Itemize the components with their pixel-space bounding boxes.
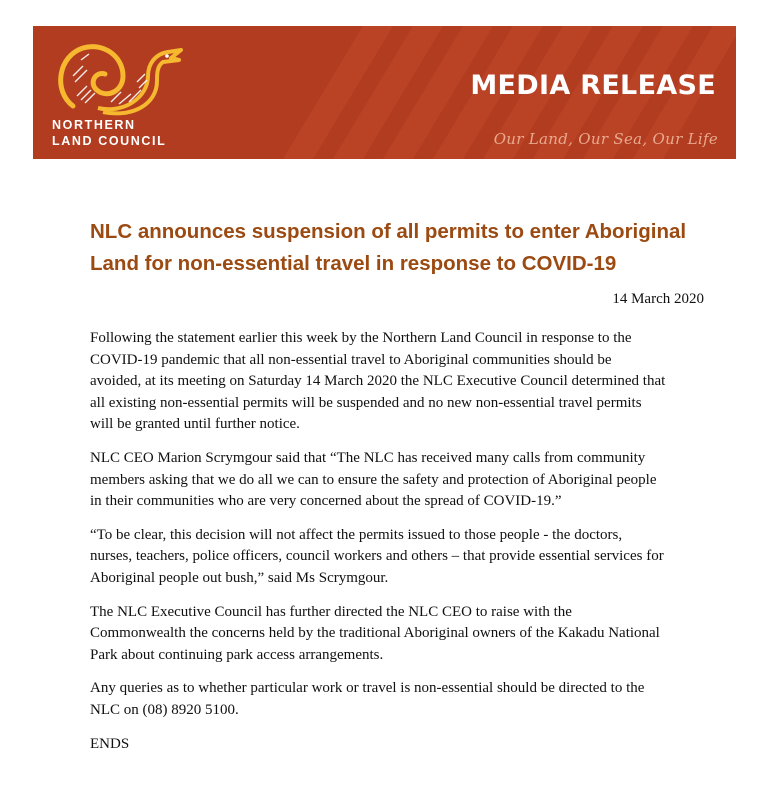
org-name-line1: NORTHERN: [52, 118, 136, 132]
headline-line2: Land for non-essential travel in response to COVID-19: [90, 252, 617, 275]
text-line: Following the statement earlier this week by the Northern Land Council in response to the: [90, 330, 632, 346]
text-line: The NLC Executive Council has further directed the NLC CEO to raise with the: [90, 603, 572, 620]
text-line: will be granted until further notice.: [90, 416, 300, 433]
media-release-title: MEDIA RELEASE: [470, 70, 716, 101]
media-release-banner: [33, 26, 736, 159]
release-date: 14 March 2020: [612, 291, 704, 307]
paragraph-2: [90, 448, 715, 513]
paragraph-3: [90, 525, 715, 590]
text-line: NLC on (08) 8920 5100.: [90, 701, 239, 718]
text-line: nurses, teachers, police officers, council workers and others – that provide essential services for: [90, 548, 664, 565]
release-body: [90, 328, 715, 767]
text-line: Park about continuing park access arrangements.: [90, 646, 384, 663]
text-line: avoided, at its meeting on Saturday 14 March 2020 the NLC Executive Council determined that: [90, 373, 666, 390]
text-line: NLC CEO Marion Scrymgour said that “The NLC has received many calls from community: [90, 449, 646, 466]
text-line: Aboriginal people out bush,” said Ms Scrymgour.: [90, 569, 389, 586]
text-line: COVID-19 pandemic that all non-essential travel to Aboriginal communities should be: [90, 351, 612, 368]
text-line: Commonwealth the concerns held by the traditional Aboriginal owners of the Kakadu National: [90, 625, 660, 642]
text-line: members asking that we do all we can to ensure the safety and protection of Aboriginal people: [90, 471, 657, 488]
text-line: all existing non-essential permits will be suspended and no new non-essential travel permits: [90, 394, 642, 411]
paragraph-4: [90, 602, 715, 667]
text-line: Any queries as to whether particular work or travel is non-essential should be directed to the: [90, 680, 645, 697]
paragraph-1: [90, 328, 715, 436]
paragraph-5: [90, 678, 715, 721]
ends-marker: ENDS: [90, 735, 130, 752]
nlc-crocodile-logo-icon: [53, 36, 183, 116]
text-line: in their communities who are very concerned about the spread of COVID-19.”: [90, 493, 562, 510]
org-name-line2: LAND COUNCIL: [52, 133, 167, 148]
headline-line1: NLC announces suspension of all permits to enter Aboriginal: [90, 220, 687, 243]
tagline: Our Land, Our Sea, Our Life: [493, 130, 718, 148]
organisation-name: [52, 118, 166, 149]
page-headline: [90, 216, 730, 280]
text-line: “To be clear, this decision will not affect the permits issued to those people - the doctors,: [90, 526, 623, 543]
